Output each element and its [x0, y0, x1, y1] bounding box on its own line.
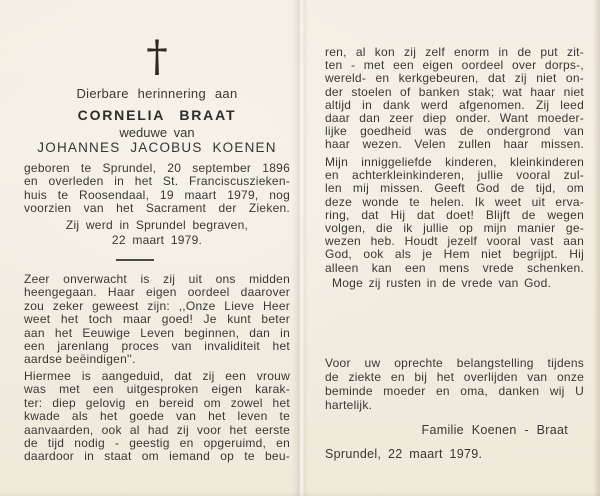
text-line: lijke goedheid was de ondergrond van: [325, 124, 584, 139]
prayer-line: Moge zij rusten in de vrede van God.: [332, 276, 552, 290]
text-line: der stoelen of banken stak; wat haar niet: [325, 84, 584, 99]
text-line: en overleden in het St. Franciscuszieken-: [24, 174, 290, 189]
text-line: beminde moeder en oma, danken wij U: [325, 384, 584, 398]
text-line: wezen heb. Houdt jezelf vooral vast aan: [325, 234, 584, 249]
text-line: zou zeker geweest zijn: ,,Onze Lieve Heer: [24, 298, 290, 313]
text-line: Mijn inniggeliefde kinderen, kleinkinderen: [325, 155, 584, 169]
text-line: ter: diep gelovig en bereid om zowel het: [24, 395, 290, 410]
text-line: de ziekte en bij het overlijden van onze: [325, 370, 584, 384]
text-line: Zeer onverwacht is zij uit ons midden: [24, 272, 290, 286]
text-line: Zij werd in Sprundel begraven,: [65, 218, 249, 232]
deceased-name: CORNELIA BRAAT: [77, 107, 237, 123]
text-line: haar wezen. Velen zullen haar missen.: [325, 137, 584, 152]
text-line: hartelijk.: [325, 398, 373, 412]
obituary-paragraph-1: [24, 273, 290, 367]
text-line: Voor uw oprechte belangstelling tijdens: [325, 356, 584, 370]
text-line: aan het Eeuwige Leven beginnen, dan in: [24, 325, 290, 340]
obituary-paragraph-2: [24, 370, 290, 464]
text-line: aardse beëindigen''.: [24, 352, 136, 367]
burial-lines: [24, 218, 290, 247]
signature-line: Familie Koenen - Braat: [421, 423, 568, 437]
text-line: Hiermee is aangeduid, dat zij een vrouw: [24, 369, 290, 383]
text-line: de tijd nodig - geestig en opgeruimd, en: [24, 436, 290, 451]
text-line: volgen, die ik jullie op mijn manier ge-: [325, 221, 584, 236]
text-line: geboren te Sprundel, 20 september 1896: [24, 161, 290, 175]
text-line: daar dan zeer diep onder. Want moeder-: [325, 111, 584, 126]
text-line: len mij missen. Geeft God de tijd, om: [325, 181, 584, 196]
text-line: weet het toch maar goed! Je kunt beter: [24, 312, 290, 327]
obituary-paragraph-4: [325, 156, 584, 275]
text-line: wereld- en kerkgebeuren, dat zij niet on-: [325, 71, 584, 86]
obituary-paragraph-3: [325, 46, 584, 152]
text-line: altijd in dank werd afgenomen. Zij leed: [325, 97, 584, 112]
text-line: deze wonde te helen. Ik weet uit erva-: [325, 194, 584, 209]
vitals-paragraph: [24, 162, 290, 216]
memorial-card-left-page: [24, 0, 290, 496]
text-line: alleen kan een mens vrede schenken.: [325, 260, 584, 275]
text-line: God, ook als je Hem niet begrijpt. Hij: [325, 247, 584, 262]
text-line: daardoor in staat om iemand op te beu-: [24, 449, 290, 464]
relation-line: weduwe van: [119, 125, 195, 140]
text-line: huis te Roosendaal, 19 maart 1979, nog: [24, 187, 290, 202]
scan-edge-shadow: [593, 0, 600, 496]
text-line: ring, dat Hij dat doet! Blijft de wegen: [325, 207, 584, 222]
text-line: ren, al kon zij zelf enorm in de put zit-: [325, 45, 584, 59]
text-line: voorzien van het Sacrament der Zieken.: [24, 201, 290, 216]
dedication-line: Dierbare herinnering aan: [76, 86, 238, 101]
text-line: was met een uitgesproken eigen karak-: [24, 382, 290, 397]
spouse-name: JOHANNES JACOBUS KOENEN: [37, 140, 277, 155]
center-fold-crease: [292, 0, 308, 496]
text-line: ten - met een eigen oordeel over dorps-,: [325, 58, 584, 73]
text-line: een jarenlang proces van invaliditeit het: [24, 339, 290, 354]
text-line: aanvaarden, ook al had zij voor het eerste: [24, 422, 290, 437]
text-line: heengegaan. Haar eigen oordeel daarover: [24, 285, 290, 300]
scan-edge-shadow-bottom: [0, 492, 600, 496]
latin-cross-icon: †: [146, 32, 168, 82]
text-line: 22 maart 1979.: [111, 232, 203, 247]
text-line: en achterkleinkinderen, jullie vooral zul-: [325, 168, 584, 183]
section-divider: [116, 259, 154, 261]
thanks-paragraph: [325, 356, 584, 412]
memorial-card-right-page: [325, 0, 584, 496]
text-line: kwade als het goede van het leven te: [24, 409, 290, 424]
dateline: Sprundel, 22 maart 1979.: [325, 447, 483, 461]
